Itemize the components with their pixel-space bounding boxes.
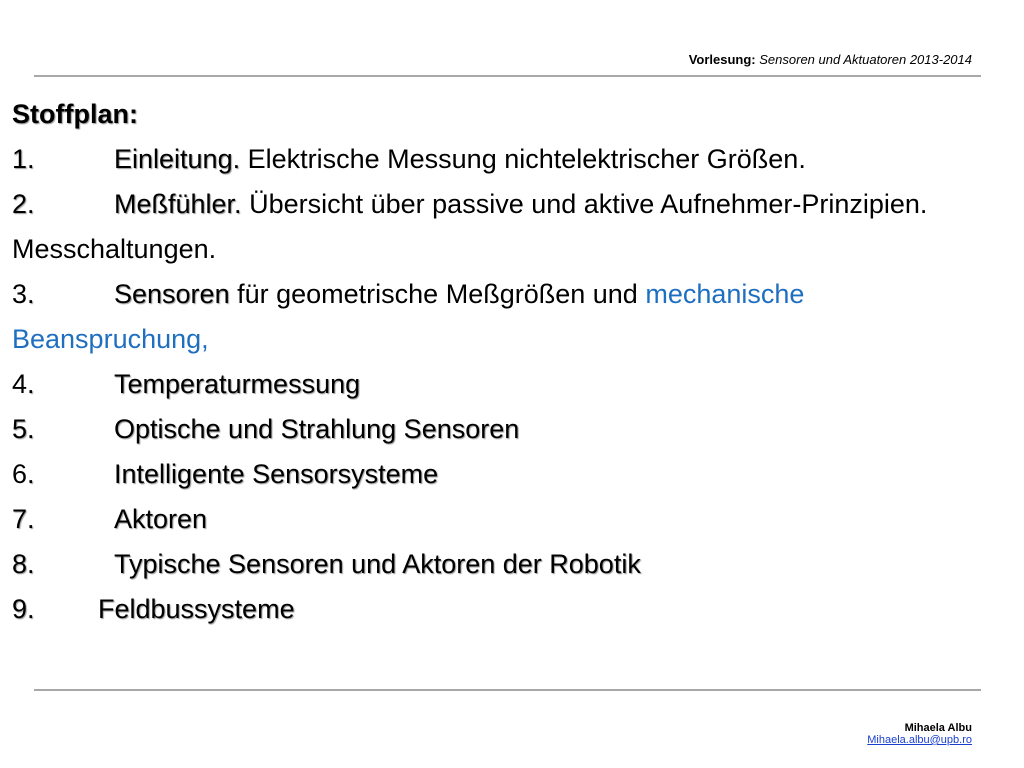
item-number-digit: 6: [12, 459, 28, 489]
item-number: [12, 452, 114, 497]
list-item-9: [12, 587, 992, 632]
item-heading: Intelligente Sensorsysteme: [114, 459, 439, 489]
item-number: 2.: [12, 189, 35, 219]
list-item-8: [12, 542, 992, 587]
item-number-dot: .: [27, 369, 35, 399]
item-text: Übersicht über passive und aktive Aufnehmer-Prinzipien. Messchaltungen.: [12, 189, 928, 264]
item-number: 9.: [12, 594, 35, 624]
slide-content: [12, 92, 992, 632]
item-number-digit: 3: [12, 279, 28, 309]
author-email-link[interactable]: Mihaela.albu@upb.ro: [867, 734, 972, 746]
item-heading: Feldbussysteme: [98, 594, 295, 624]
item-number: [12, 272, 114, 317]
item-number-dot: .: [27, 279, 35, 309]
list-item-6: [12, 452, 992, 497]
item-number: 7.: [12, 504, 35, 534]
item-heading: Sensoren: [114, 279, 230, 309]
item-heading: Aktoren: [114, 504, 208, 534]
item-number-digit: 4: [12, 369, 28, 399]
slide-title: Stoffplan:: [12, 99, 138, 129]
item-number: 8.: [12, 549, 35, 579]
list-item-1: [12, 137, 992, 182]
item-heading: Typische Sensoren und Aktoren der Robotik: [114, 549, 641, 579]
item-heading: Meßfühler.: [114, 189, 242, 219]
list-item-3: [12, 272, 992, 362]
slide-footer: [867, 722, 972, 746]
item-text: für geometrische Meßgrößen und: [237, 279, 638, 309]
author-name: Mihaela Albu: [904, 722, 972, 734]
list-item-4: [12, 362, 992, 407]
item-heading: Temperaturmessung: [114, 369, 361, 399]
top-divider: [34, 75, 981, 77]
item-text-highlight: mechanische Beanspruchung,: [12, 279, 805, 354]
list-item-5: [12, 407, 992, 452]
slide-header: [689, 52, 972, 67]
item-number: [12, 362, 114, 407]
item-text: Elektrische Messung nichtelektrischer Größen.: [247, 144, 806, 174]
item-number-dot: .: [27, 459, 35, 489]
item-number: 1.: [12, 144, 35, 174]
header-course: Sensoren und Aktuatoren 2013-2014: [759, 52, 972, 67]
item-number: 5.: [12, 414, 35, 444]
list-item-7: [12, 497, 992, 542]
item-heading: Optische und Strahlung Sensoren: [114, 414, 520, 444]
header-label: Vorlesung:: [688, 52, 756, 67]
item-heading: Einleitung.: [114, 144, 241, 174]
list-item-2: [12, 182, 992, 272]
bottom-divider: [34, 689, 981, 691]
